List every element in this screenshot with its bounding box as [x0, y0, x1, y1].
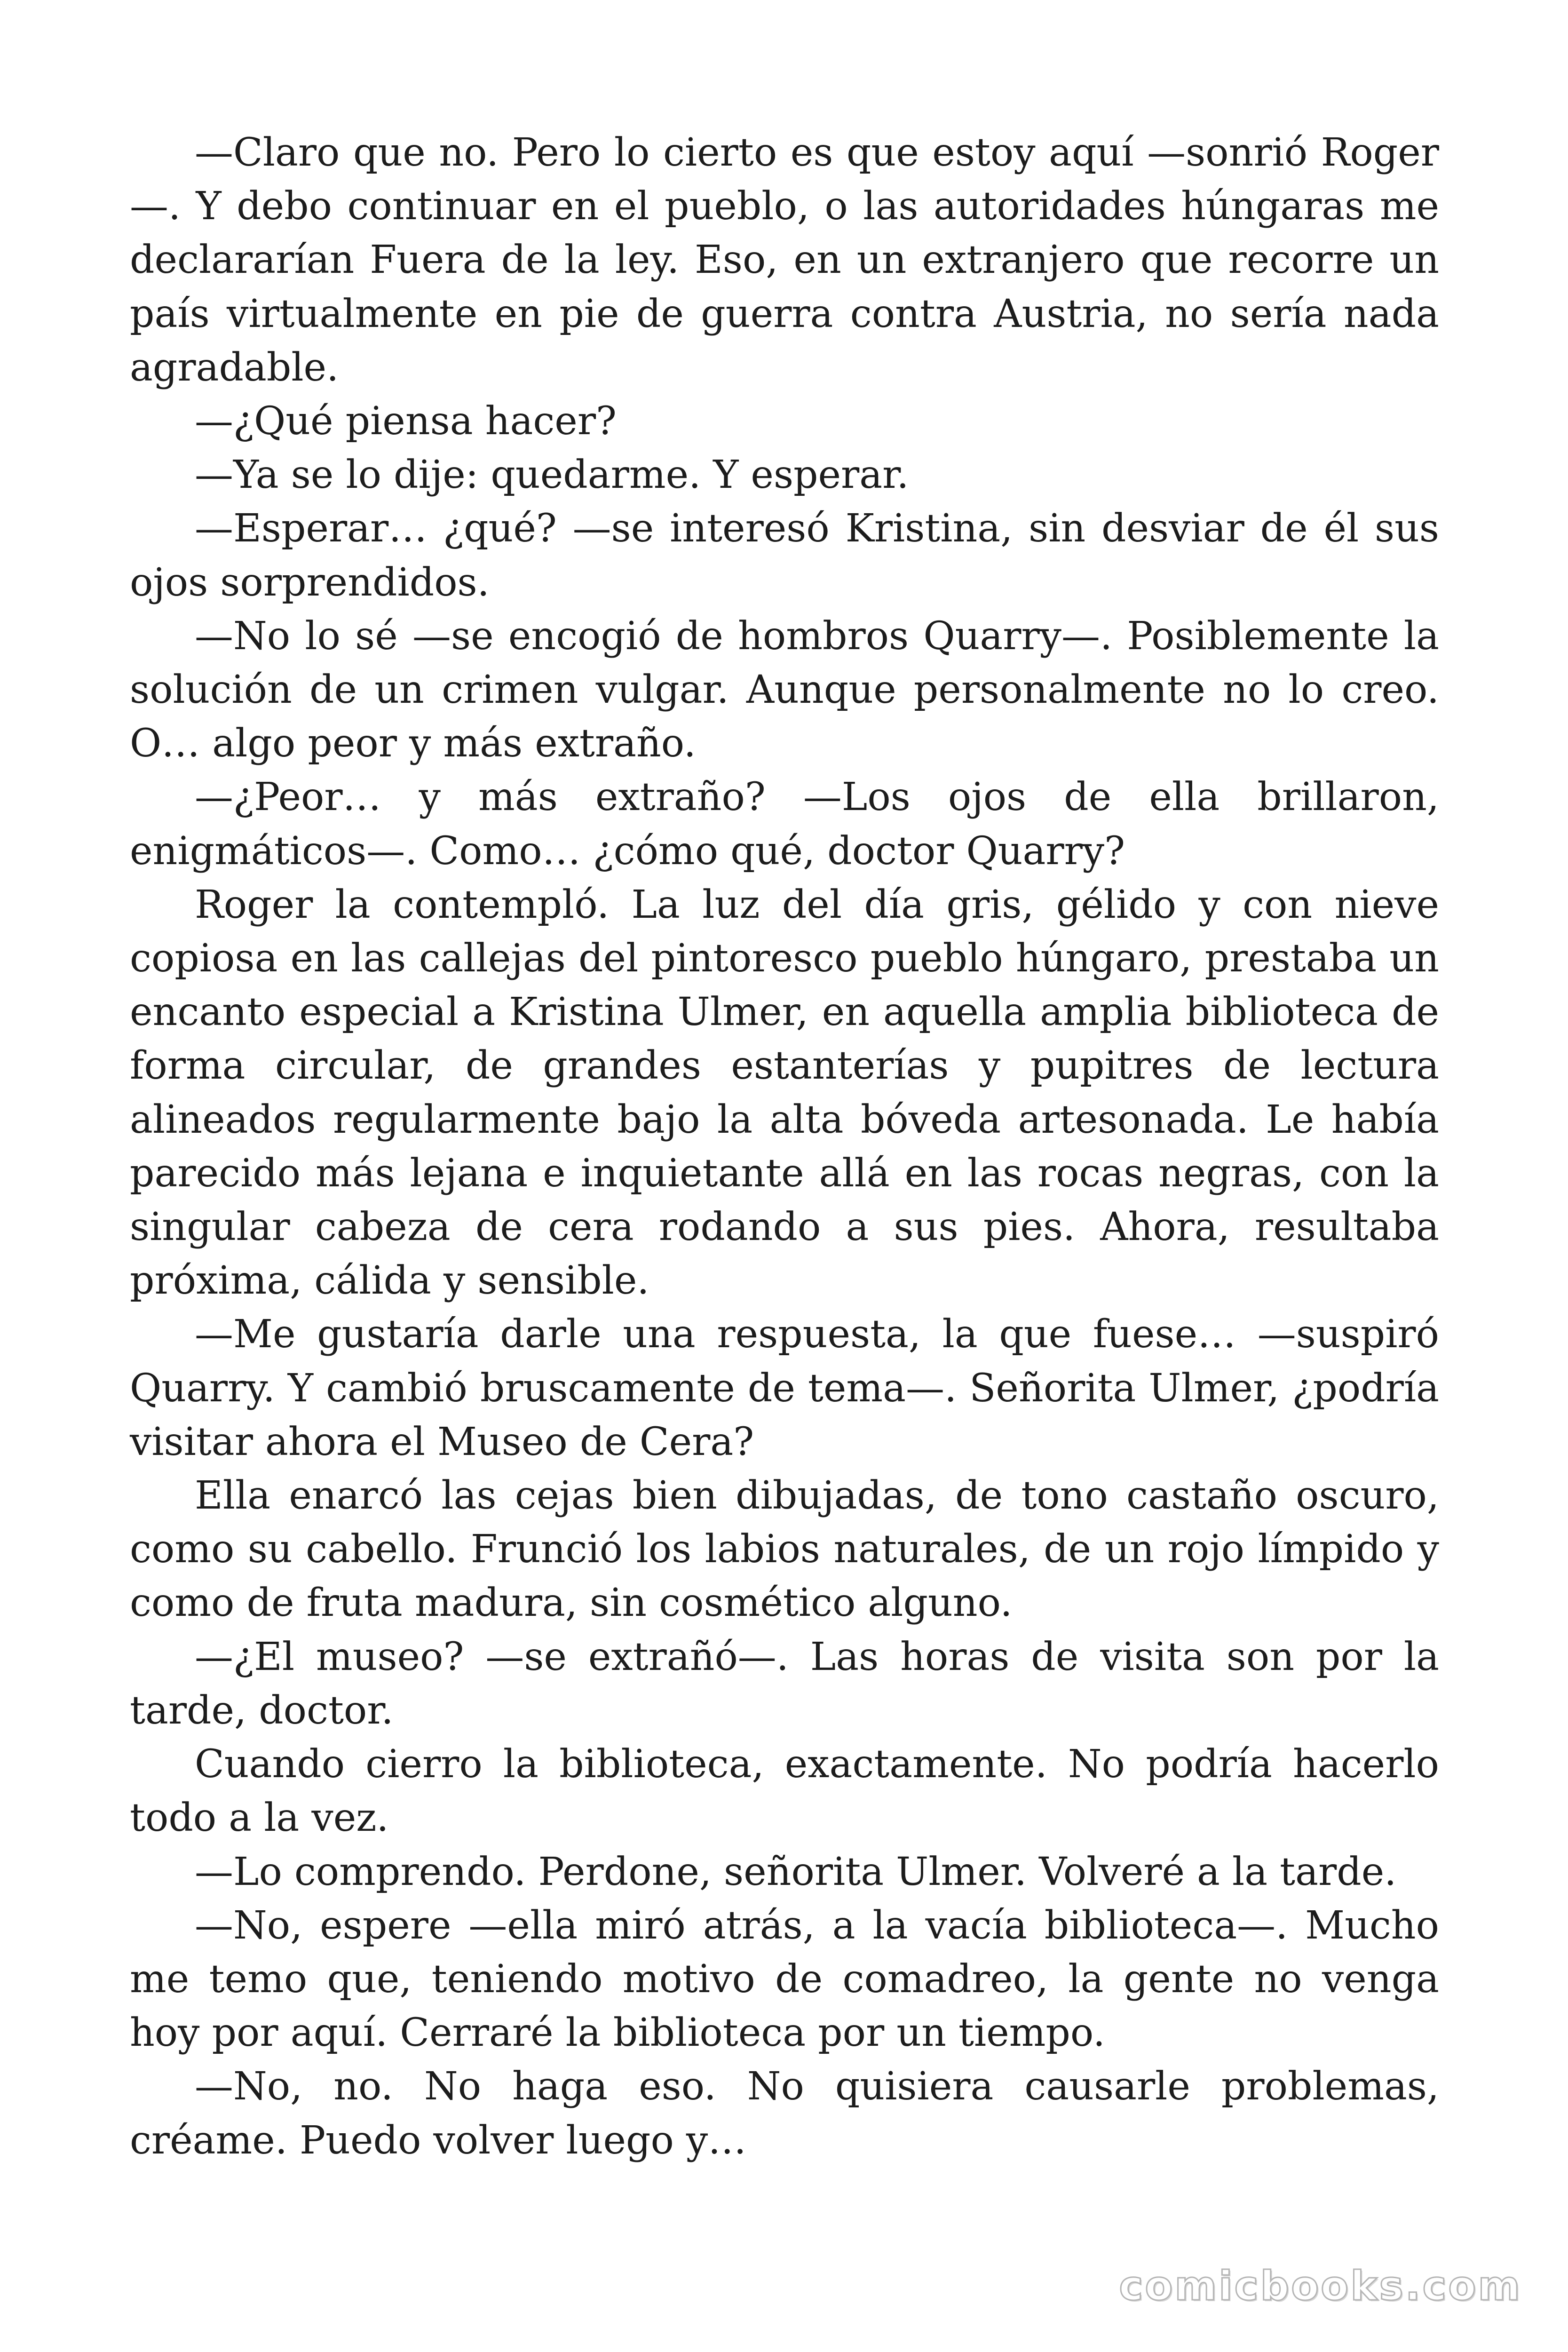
paragraph: —No, no. No haga eso. No quisiera causarle problemas, créame. Puedo volver luego y…	[130, 2064, 1439, 2163]
paragraph: —Ya se lo dije: quedarme. Y esperar.	[195, 453, 909, 498]
paragraph: —Lo comprendo. Perdone, señorita Ulmer. Volveré a la tarde.	[195, 1849, 1397, 1894]
paragraph: Ella enarcó las cejas bien dibujadas, de tono castaño oscuro, como su cabello. Frunció los labios naturales, de un rojo límpido y como de fruta madura, sin cosmético alguno.	[130, 1473, 1439, 1626]
watermark: comicbooks.com	[1119, 2263, 1522, 2310]
paragraph: —Me gustaría darle una respuesta, la que fuese… —suspiró Quarry. Y cambió bruscamente de tema—. Señorita Ulmer, ¿podría visitar ahora el Museo de Cera?	[130, 1312, 1439, 1464]
paragraph: Cuando cierro la biblioteca, exactamente. No podría hacerlo todo a la vez.	[130, 1742, 1439, 1841]
paragraph: —No, espere —ella miró atrás, a la vacía biblioteca—. Mucho me temo que, teniendo motivo de comadreo, la gente no venga hoy por aquí. Cerraré la biblioteca por un tiempo.	[130, 1903, 1439, 2056]
paragraph: —Esperar… ¿qué? —se interesó Kristina, sin desviar de él sus ojos sorprendidos.	[130, 506, 1439, 605]
paragraph: —¿Qué piensa hacer?	[195, 399, 617, 444]
page-body	[130, 126, 1439, 2168]
paragraph: —¿Peor… y más extraño? —Los ojos de ella brillaron, enigmáticos—. Como… ¿cómo qué, doctor Quarry?	[130, 775, 1439, 874]
paragraph: —¿El museo? —se extrañó—. Las horas de visita son por la tarde, doctor.	[130, 1634, 1439, 1733]
paragraph: —Claro que no. Pero lo cierto es que estoy aquí —sonrió Roger—. Y debo continuar en el pueblo, o las autoridades húngaras me declararían Fuera de la ley. Eso, en un extranjero que recorre un país virtualmente en pie de guerra contra Austria, no sería nada agradable.	[130, 130, 1439, 390]
paragraph: Roger la contempló. La luz del día gris, gélido y con nieve copiosa en las callejas del pintoresco pueblo húngaro, prestaba un encanto especial a Kristina Ulmer, en aquella amplia biblioteca de forma circular, de grandes estanterías y pupitres de lectura alineados regularmente bajo la alta bóveda artesonada. Le había parecido más lejana e inquietante allá en las rocas negras, con la singular cabeza de cera rodando a sus pies. Ahora, resultaba próxima, cálida y sensible.	[130, 882, 1439, 1303]
paragraph: —No lo sé —se encogió de hombros Quarry—. Posiblemente la solución de un crimen vulgar. Aunque personalmente no lo creo. O… algo peor y más extraño.	[130, 613, 1439, 766]
